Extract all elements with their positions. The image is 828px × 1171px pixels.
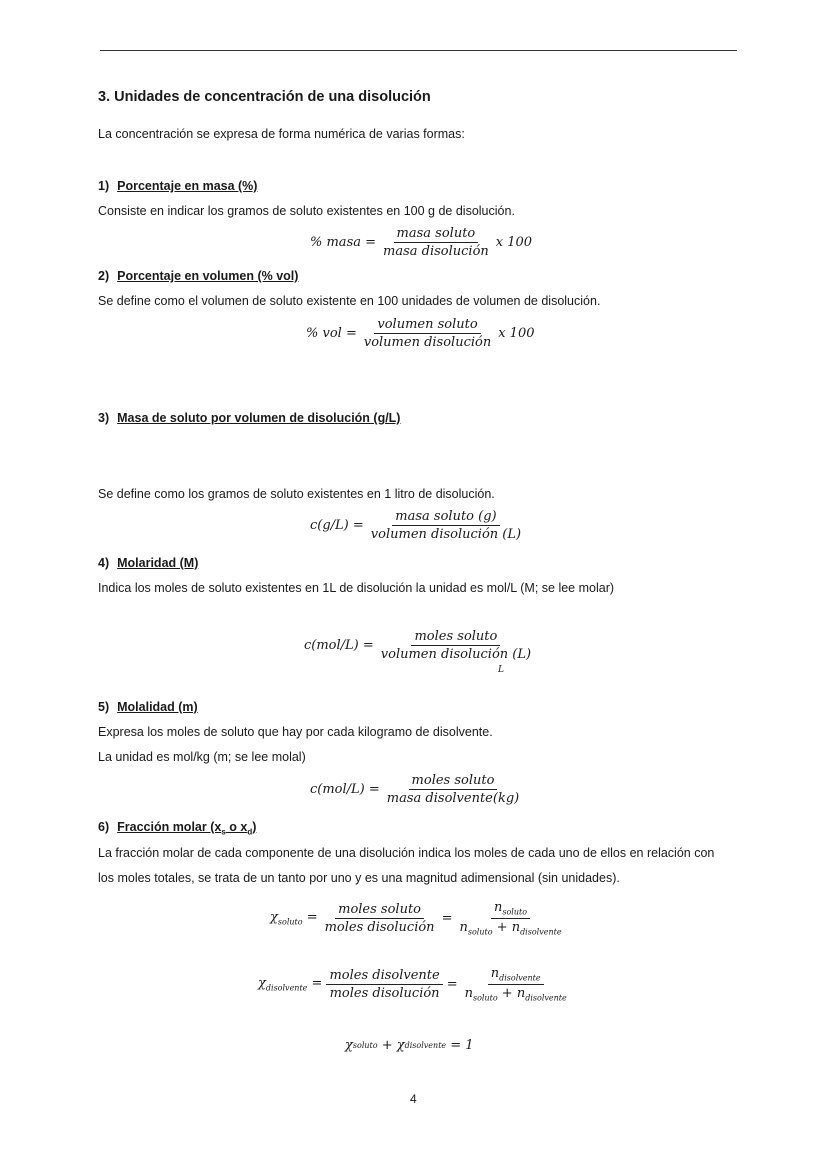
subsection-number: 1) xyxy=(98,179,110,193)
subsection-number: 5) xyxy=(98,700,110,714)
subsection-number: 6) xyxy=(98,820,110,834)
formula-g-per-l xyxy=(310,509,528,542)
formula-lhs: % vol = xyxy=(306,326,357,341)
formula-lhs: c(mol/L) = xyxy=(304,638,374,653)
subscript: disolvente xyxy=(520,927,562,937)
subscript: soluto xyxy=(502,907,528,917)
page-number: 4 xyxy=(410,1092,417,1106)
formula-lhs: c(mol/L) = xyxy=(310,782,380,797)
subscript: soluto xyxy=(473,993,498,1003)
numerator: moles soluto xyxy=(411,629,500,646)
chi-symbol: χ xyxy=(258,975,266,991)
chi-symbol: χ xyxy=(396,1038,405,1053)
subscript: disolvente xyxy=(265,983,308,993)
n-symbol: n xyxy=(511,919,521,935)
formula-rhs: = 1 xyxy=(450,1038,474,1053)
fraction-n xyxy=(462,966,570,1002)
n-symbol: n xyxy=(459,919,468,935)
fraction xyxy=(384,773,522,806)
title-sub: d xyxy=(247,827,253,837)
fraction xyxy=(361,317,494,350)
chi-symbol: χ xyxy=(270,909,278,925)
subsection-title-2 xyxy=(98,269,298,283)
denominator: masa disolvente(kg) xyxy=(386,791,520,806)
subsection-label: Porcentaje en masa (%) xyxy=(117,179,258,193)
subsection-label: Molaridad (M) xyxy=(117,556,199,570)
paragraph: Se define como el volumen de soluto existente en 100 unidades de volumen de disolución. xyxy=(98,294,601,308)
denominator: volumen disolución xyxy=(363,335,492,350)
numerator: masa soluto (g) xyxy=(392,509,499,526)
subsection-title-3 xyxy=(98,411,400,425)
fraction-n xyxy=(456,900,564,936)
formula-lhs: $\chi_{soluto}$ = xyxy=(270,909,318,927)
denominator: volumen disolución (L) xyxy=(370,527,522,542)
numerator: moles soluto xyxy=(409,773,498,790)
paragraph: La unidad es mol/kg (m; se lee molal) xyxy=(98,750,306,764)
paragraph: Se define como los gramos de soluto existentes en 1 litro de disolución. xyxy=(98,487,495,501)
numerator xyxy=(488,966,544,985)
paragraph: Expresa los moles de soluto que hay por cada kilogramo de disolvente. xyxy=(98,725,493,739)
fraction xyxy=(326,968,442,1001)
subscript: disolvente xyxy=(404,1041,447,1050)
formula-mole-fraction-solute: $\chi_{soluto}$ = $\frac{\text{moles soluto}}{\text{moles disolución}}$ = $\frac{n_{soluto}}{n_{soluto} + n_{disolvente}}$ xyxy=(270,900,569,936)
n-symbol: n xyxy=(490,966,500,981)
formula-note: L xyxy=(498,665,504,675)
subsection-label: Porcentaje en volumen (% vol) xyxy=(117,269,299,283)
numerator xyxy=(491,900,530,919)
header-rule xyxy=(100,50,737,51)
subsection-label xyxy=(117,820,257,837)
fraction xyxy=(322,902,438,935)
subsection-title-1 xyxy=(98,179,257,193)
title-part: o x xyxy=(225,820,248,834)
title-part: Fracción molar (x xyxy=(117,820,222,834)
denominator: moles disolución xyxy=(329,985,440,1001)
subscript: soluto xyxy=(277,917,303,927)
formula-mole-fraction-solvent: $\chi_{disolvente}$ = $\frac{\text{moles disolvente}}{\text{moles disolución}}$ = $\frac{n_{disolvente}}{n_{soluto} + n_{disolvente}}$ xyxy=(258,966,574,1002)
subsection-title-4 xyxy=(98,556,198,570)
title-part: ) xyxy=(252,820,257,834)
subsection-label: Molalidad (m) xyxy=(117,700,198,714)
title-sub: s xyxy=(221,827,226,837)
intro-text: La concentración se expresa de forma numérica de varias formas: xyxy=(98,127,465,141)
subscript: soluto xyxy=(352,1041,378,1050)
formula-mass-percent xyxy=(310,226,532,259)
formula-molality xyxy=(310,773,526,806)
paragraph: Indica los moles de soluto existentes en 1L de disolución la unidad es mol/L (M; se lee molar) xyxy=(98,581,615,595)
numerator: masa soluto xyxy=(394,226,479,243)
chi-symbol: χ xyxy=(345,1038,353,1053)
section-heading: 3. Unidades de concentración de una disolución xyxy=(98,89,431,105)
formula-lhs: % masa = xyxy=(310,235,377,250)
formula-lhs: c(g/L) = xyxy=(310,518,364,533)
formula-suffix: x 100 xyxy=(498,326,535,341)
fraction xyxy=(368,509,524,542)
formula-molarity xyxy=(304,629,538,662)
subsection-title-6 xyxy=(98,820,256,837)
formula-sum-fractions: χ soluto + χ disolvente = 1 xyxy=(345,1038,474,1053)
denominator: volumen disolución (L) xyxy=(380,647,532,662)
formula-lhs: $\chi_{disolvente}$ = xyxy=(258,975,323,993)
fraction xyxy=(380,226,492,259)
denominator: masa disolución xyxy=(383,244,489,259)
subscript: disolvente xyxy=(525,993,567,1003)
fraction xyxy=(378,629,534,662)
denominator: moles disolución xyxy=(324,919,435,935)
formula-suffix: x 100 xyxy=(495,235,533,250)
numerator: volumen soluto xyxy=(374,317,480,334)
paragraph: Consiste en indicar los gramos de soluto existentes en 100 g de disolución. xyxy=(98,204,515,218)
denominator: $n_{soluto} + n_{disolvente}$ xyxy=(464,985,567,1003)
numerator: moles soluto xyxy=(335,902,424,919)
subscript: soluto xyxy=(467,927,493,937)
paragraph: los moles totales, se trata de un tanto por uno y es una magnitud adimensional (sin unidades). xyxy=(98,871,620,885)
denominator: $n_{soluto} + n_{disolvente}$ xyxy=(459,919,562,937)
subsection-number: 2) xyxy=(98,269,110,283)
formula-volume-percent xyxy=(306,317,535,350)
subsection-number: 4) xyxy=(98,556,110,570)
numerator: moles disolvente xyxy=(326,968,442,985)
subsection-number: 3) xyxy=(98,411,110,425)
paragraph: La fracción molar de cada componente de una disolución indica los moles de cada uno de ellos en relación con xyxy=(98,846,715,860)
subscript: disolvente xyxy=(499,973,541,983)
subsection-title-5 xyxy=(98,700,198,714)
subsection-label: Masa de soluto por volumen de disolución (g/L) xyxy=(117,411,401,425)
n-symbol: n xyxy=(494,900,503,915)
n-symbol: n xyxy=(464,985,473,1001)
n-symbol: n xyxy=(516,985,526,1001)
